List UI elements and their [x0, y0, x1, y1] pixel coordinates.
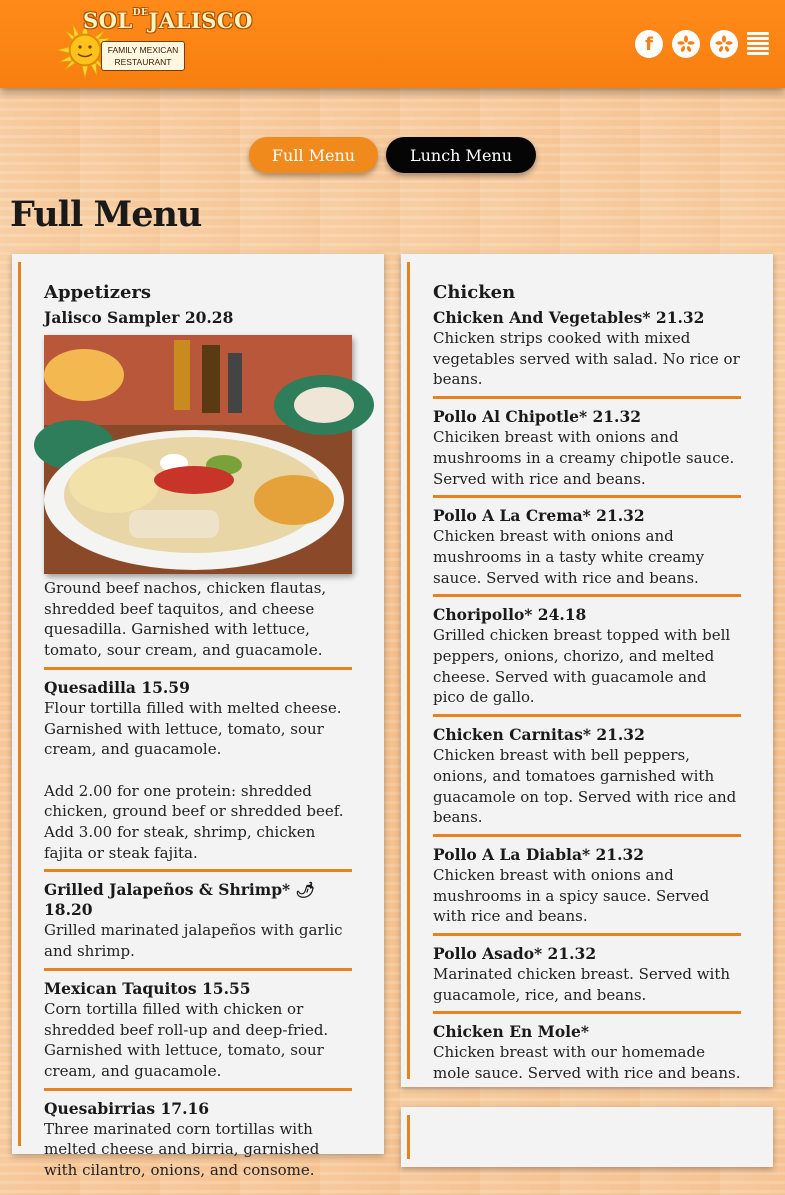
- menu-item: [433, 944, 741, 1014]
- menu-item: [433, 725, 741, 837]
- menu-item-name: Quesadilla 15.59: [44, 677, 190, 697]
- next-category-card: [401, 1107, 773, 1167]
- menu-item: [433, 407, 741, 498]
- menu-item: [433, 845, 741, 936]
- category-title: Chicken: [433, 282, 516, 303]
- menu-item-description: Marinated chicken breast. Served with guacamole, rice, and beans.: [433, 965, 731, 1004]
- menu-item-name: Pollo Al Chipotle* 21.32: [433, 407, 642, 427]
- menu-item-description: Chiciken breast with onions and mushrooms in a creamy chipotle sauce. Served with rice and beans.: [433, 428, 735, 488]
- food-plate-image: [44, 335, 352, 574]
- logo-title: $SOL^{DE}JALISCO$: [83, 8, 253, 33]
- appetizers-card: [12, 254, 384, 1180]
- menu-item-description: Chicken breast with our homemade mole sauce. Served with rice and beans.: [433, 1043, 741, 1083]
- menu-item-description: Chicken breast with onions and mushrooms in a tasty white creamy sauce. Served with rice and beans.: [433, 527, 705, 587]
- menu-item-description: Chicken breast with onions and mushrooms in a spicy sauce. Served with rice and beans.: [433, 865, 710, 926]
- menu-item-name: Jalisco Sampler 20.28: [44, 308, 234, 327]
- chicken-card: [401, 254, 773, 1087]
- category-title: Appetizers: [44, 282, 152, 303]
- menu-item: [44, 979, 352, 1091]
- logo-subtitle-line-2: RESTAURANT: [114, 57, 172, 67]
- restaurant-logo[interactable]: [55, 8, 253, 80]
- menu-item-name: Chicken Carnitas* 21.32: [433, 725, 645, 745]
- menu-item: [44, 308, 352, 670]
- yelp-burst-icon: [677, 35, 695, 53]
- menu-item: [44, 1099, 352, 1187]
- menu-item-name: Choripollo* 24.18: [433, 605, 587, 625]
- jalisco-sampler-photo: [44, 335, 352, 574]
- menu-item-name: Grilled Jalapeños & Shrimp* 🌶 18.20: [44, 880, 316, 920]
- menu-item-name: Quesabirrias 17.16: [44, 1098, 210, 1118]
- menu-item: [44, 678, 352, 873]
- yelp-icon[interactable]: [710, 30, 738, 58]
- menu-item-name: Chicken En Mole*: [433, 1022, 590, 1042]
- tab-full-menu[interactable]: Full Menu: [249, 137, 378, 173]
- logo-subtitle-line-1: FAMILY MEXICAN: [107, 45, 179, 55]
- tab-lunch-menu[interactable]: Lunch Menu: [386, 137, 536, 173]
- menu-item-name: Pollo A La Crema* 21.32: [433, 506, 645, 526]
- menu-item-name: Pollo A La Diabla* 21.32: [433, 844, 645, 864]
- menu-item: [433, 308, 741, 399]
- menu-item: [44, 880, 352, 970]
- menu-item-name: Mexican Taquitos 15.55: [44, 978, 251, 998]
- menu-item-description: Grilled marinated jalapeños with garlic and shrimp.: [44, 921, 343, 961]
- page-title: Full Menu: [10, 194, 202, 235]
- menu-item-name: Chicken And Vegetables* 21.32: [433, 308, 705, 327]
- menu-item-description: Corn tortilla filled with chicken or shredded beef roll-up and deep-fried. Garnished with lettuce, tomato, sour cream, and guacamole.: [44, 999, 329, 1080]
- menu-item-description: Three marinated corn tortillas with melted cheese and birria, garnished with cilantro, onions, and consome.: [44, 1119, 320, 1180]
- menu-item-description: Flour tortilla filled with melted cheese. Garnished with lettuce, tomato, sour cream, and guacamole. Add 2.00 for one protein: shredded chicken, ground beef or shredded beef. Add 3.00 for steak, shrimp, chicken fajita or steak fajita.: [44, 698, 344, 862]
- menu-item-description: Ground beef nachos, chicken flautas, shredded beef taquitos, and cheese quesadilla. Garnished with lettuce, tomato, sour cream, and guacamole.: [44, 579, 327, 660]
- site-header: [0, 0, 785, 88]
- facebook-icon[interactable]: f: [635, 30, 663, 58]
- menu-item: [433, 1022, 741, 1089]
- logo-subtitle-plaque: [101, 41, 185, 71]
- menu-item: [433, 506, 741, 597]
- menu-item-description: Grilled chicken breast topped with bell peppers, onions, chorizo, and melted cheese. Served with guacamole and pico de gallo.: [433, 626, 731, 707]
- yelp-icon[interactable]: [672, 30, 700, 58]
- menu-item-description: Chicken breast with bell peppers, onions, and tomatoes garnished with guacamole on top. Served with rice and beans.: [433, 746, 737, 827]
- yelp-burst-icon: [715, 35, 733, 53]
- menu-item-name: Pollo Asado* 21.32: [433, 944, 597, 964]
- hamburger-menu-icon[interactable]: [747, 32, 769, 56]
- menu-item-description: Chicken strips cooked with mixed vegetables served with salad. No rice or beans.: [433, 329, 740, 389]
- menu-item: [433, 605, 741, 717]
